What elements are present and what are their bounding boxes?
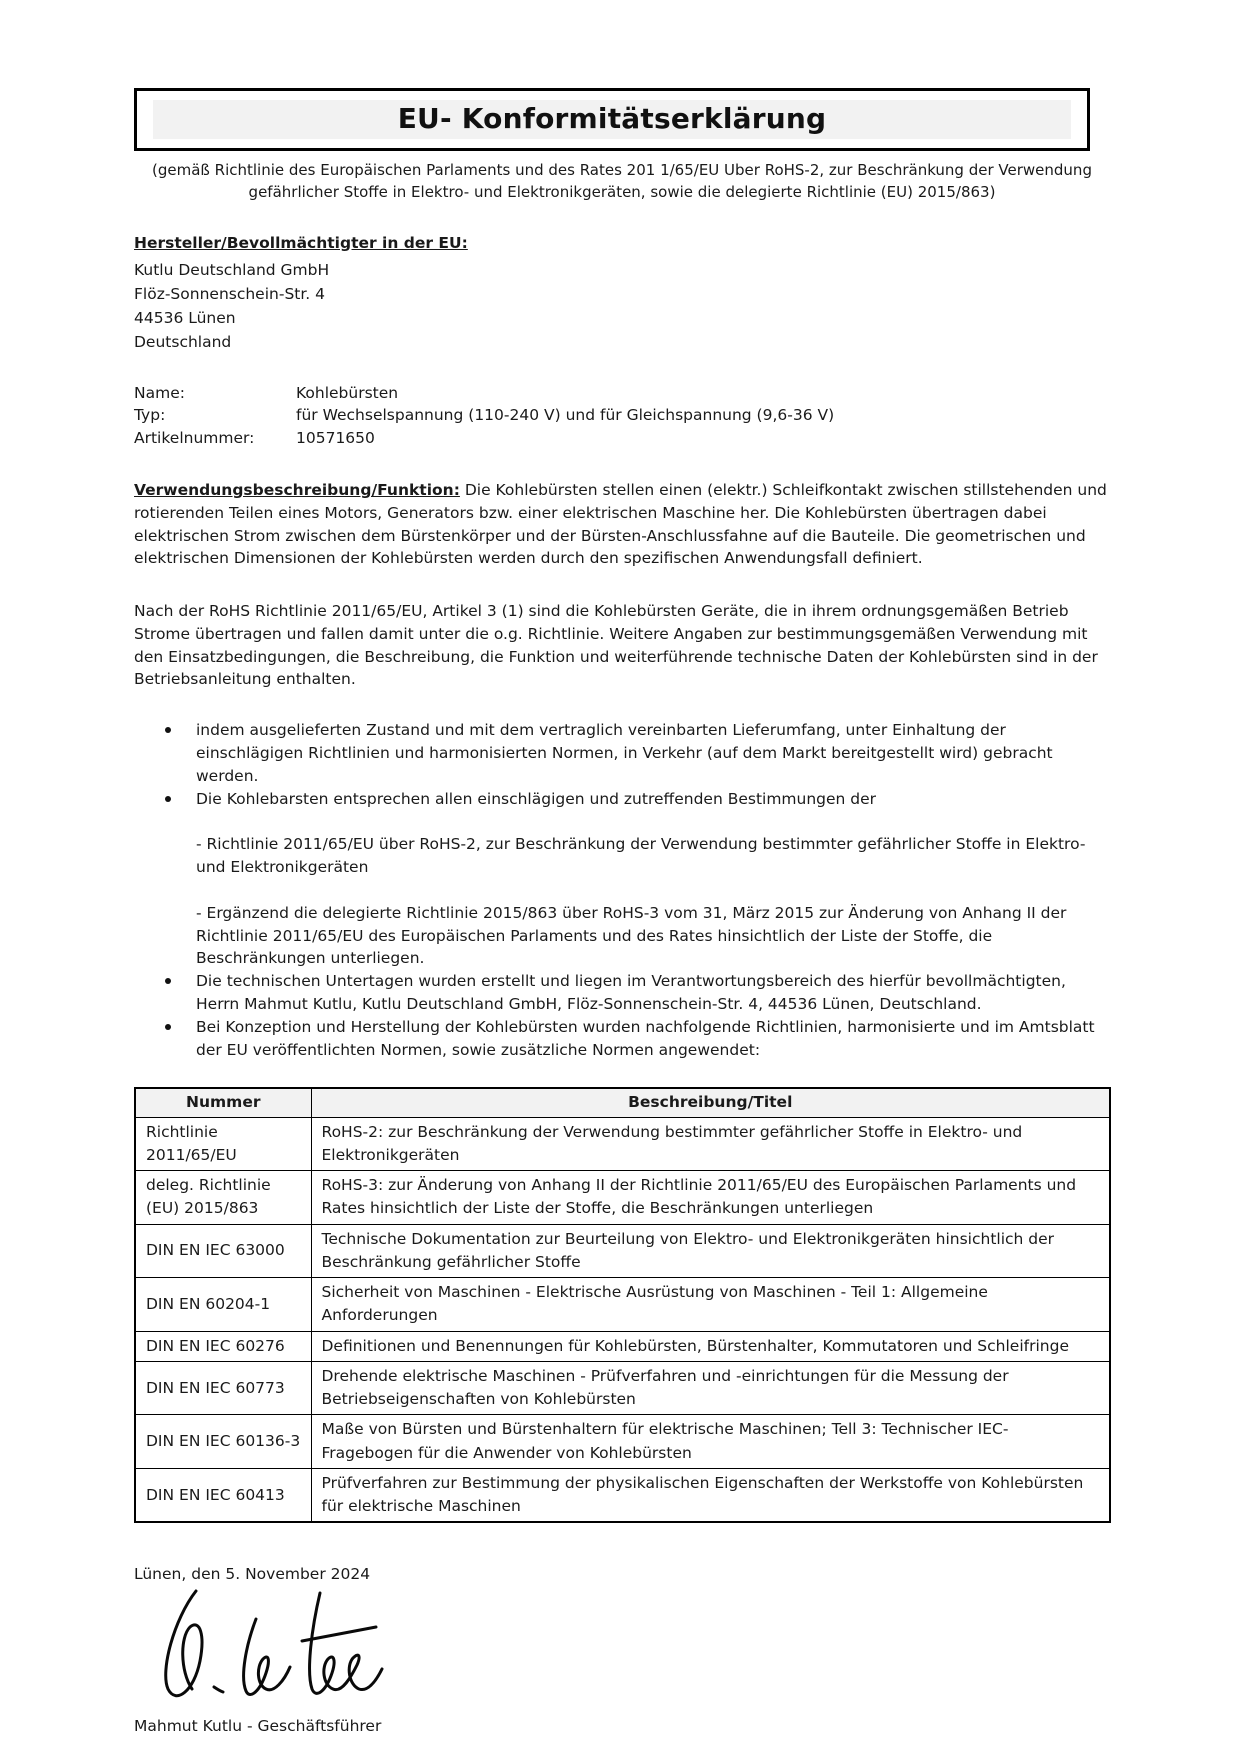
signature-name-title: Mahmut Kutlu - Geschäftsführer xyxy=(134,1717,382,1736)
manufacturer-block xyxy=(134,234,1110,354)
bullet-delivery-condition xyxy=(134,719,1110,787)
handwritten-signature-image xyxy=(152,1585,482,1713)
usage-paragraph xyxy=(134,479,1110,570)
manufacturer-street: Flöz-Sonnenschein-Str. 4 xyxy=(134,284,326,303)
norm-number: DIN EN IEC 60136-3 xyxy=(135,1415,311,1469)
norm-number: DIN EN 60204-1 xyxy=(135,1278,311,1332)
norm-description: Maße von Bürsten und Bürstenhaltern für elektrische Maschinen; Tell 3: Technischer IEC-Fragebogen für die Anwender von Kohlebürsten xyxy=(311,1415,1110,1469)
norm-number: DIN EN IEC 60413 xyxy=(135,1468,311,1522)
norm-description: Sicherheit von Maschinen - Elektrische Ausrüstung von Maschinen - Teil 1: Allgemeine Anforderungen xyxy=(311,1278,1110,1332)
product-artikelnummer-label: Artikelnummer: xyxy=(134,428,255,447)
table-header-row xyxy=(135,1088,1110,1117)
bullet-technical-docs xyxy=(134,970,1110,1016)
norm-description: Technische Dokumentation zur Beurteilung von Elektro- und Elektronikgeräten hinsichtlich der Beschränkung gefährlicher Stoffe xyxy=(311,1224,1110,1278)
norm-description: Drehende elektrische Maschinen - Prüfverfahren und -einrichtungen für die Messung der Betriebseigenschaften von Kohlebürsten xyxy=(311,1361,1110,1415)
table-row xyxy=(135,1117,1110,1171)
norm-number: Richtlinie 2011/65/EU xyxy=(135,1117,311,1171)
table-row xyxy=(135,1331,1110,1361)
norm-number: DIN EN IEC 60773 xyxy=(135,1361,311,1415)
bullet-subitem-rohs3: - Ergänzend die delegierte Richtlinie 2015/863 über RoHS-3 vom 31, März 2015 zur Änderung von Anhang II der Richtlinie 2011/65/EU des Europäischen Parlaments und des Rates hinsichtlich der Liste der Stoffe, die Beschränkungen unterliegen. xyxy=(196,903,1067,968)
signature-place-date: Lünen, den 5. November 2024 xyxy=(134,1565,371,1584)
table-row xyxy=(135,1278,1110,1332)
norm-number: DIN EN IEC 60276 xyxy=(135,1331,311,1361)
bullet-applied-norms xyxy=(134,1016,1110,1062)
norm-description: RoHS-3: zur Änderung von Anhang II der Richtlinie 2011/65/EU des Europäischen Parlaments und Rates hinsichtlich der Liste der Stoffe, die Beschränkungen unterliegen xyxy=(311,1171,1110,1225)
norm-number: deleg. Richtlinie (EU) 2015/863 xyxy=(135,1171,311,1225)
table-row xyxy=(135,1171,1110,1225)
bullet-text: Die Kohlebarsten entsprechen allen einschlägigen und zutreffenden Bestimmungen der xyxy=(196,789,877,808)
page-title: EU- Konformitätserklärung xyxy=(397,102,827,135)
product-row-typ xyxy=(134,404,1110,426)
product-row-name xyxy=(134,382,1110,404)
table-header-nummer: Nummer xyxy=(135,1088,311,1117)
signature-block xyxy=(134,1565,1110,1735)
bullet-text: indem ausgelieferten Zustand und mit dem vertraglich vereinbarten Lieferumfang, unter Einhaltung der einschlägigen Richtlinien und harmonisierten Normen, in Verkehr (auf dem Markt bereitgestellt wird) gebracht werden. xyxy=(196,721,1053,785)
bullet-text: Bei Konzeption und Herstellung der Kohlebürsten wurden nachfolgende Richtlinien, harmonisierte und im Amtsblatt der EU veröffentlichten Normen, sowie zusätzliche Normen angewendet: xyxy=(196,1017,1095,1059)
declaration-bullet-list xyxy=(134,719,1110,1061)
manufacturer-city: 44536 Lünen xyxy=(134,308,236,327)
product-block xyxy=(134,382,1110,449)
norm-description: Definitionen und Benennungen für Kohlebürsten, Bürstenhalter, Kommutatoren und Schleifringe xyxy=(311,1331,1110,1361)
product-row-artikelnummer xyxy=(134,427,1110,449)
norms-table xyxy=(134,1087,1111,1523)
subtitle: (gemäß Richtlinie des Europäischen Parlaments und des Rates 201 1/65/EU Uber RoHS-2, zur Beschränkung der Verwendung gefährlicher Stoffe in Elektro- und Elektronikgeräten, sowie die delegierte Richtlinie (EU) 2015/863) xyxy=(152,161,1092,201)
usage-text: Die Kohlebürsten stellen einen (elektr.) Schleifkontakt zwischen stillstehenden und rotierenden Teilen eines Motors, Generators bzw. einer elektrischen Maschine her. Die Kohlebürsten übertragen dabei elektrischen Strom zwischen dem Bürstenkörper und der Bürsten-Anschlussfahne auf die Bauteile. Die geometrischen und elektrischen Dimensionen der Kohlebürsten werden durch den spezifischen Anwendungsfall definiert. xyxy=(134,480,1107,568)
product-typ-label: Typ: xyxy=(134,406,166,425)
table-row xyxy=(135,1415,1110,1469)
bullet-subitem-rohs2: - Richtlinie 2011/65/EU über RoHS-2, zur Beschränkung der Verwendung bestimmter gefährlicher Stoffe in Elektro- und Elektronikgeräten xyxy=(196,835,1086,877)
product-name-value: Kohlebürsten xyxy=(296,383,399,402)
table-row xyxy=(135,1361,1110,1415)
norm-description: RoHS-2: zur Beschränkung der Verwendung bestimmter gefährlicher Stoffe in Elektro- und Elektronikgeräten xyxy=(311,1117,1110,1171)
usage-heading: Verwendungsbeschreibung/Funktion: xyxy=(134,480,460,499)
title-strip xyxy=(153,100,1071,139)
table-header-beschreibung: Beschreibung/Titel xyxy=(311,1088,1110,1117)
rohs-paragraph: Nach der RoHS Richtlinie 2011/65/EU, Artikel 3 (1) sind die Kohlebürsten Geräte, die in ihrem ordnungsgemäßen Betrieb Strome übertragen und fallen damit unter die o.g. Richtlinie. Weitere Angaben zur bestimmungsgemäßen Verwendung mit den Einsatzbedingungen, die Beschreibung, die Funktion und weiterführende technische Daten der Kohlebürsten sind in der Betriebsanleitung enthalten. xyxy=(134,602,1098,689)
bullet-text: Die technischen Untertagen wurden erstellt und liegen im Verantwortungsbereich des hierfür bevollmächtigten, Herrn Mahmut Kutlu, Kutlu Deutschland GmbH, Flöz-Sonnenschein-Str. 4, 44536 Lünen, Deutschland. xyxy=(196,972,1066,1014)
product-typ-value: für Wechselspannung (110-240 V) und für Gleichspannung (9,6-36 V) xyxy=(296,406,835,425)
manufacturer-name: Kutlu Deutschland GmbH xyxy=(134,260,330,279)
manufacturer-country: Deutschland xyxy=(134,332,232,351)
norm-number: DIN EN IEC 63000 xyxy=(135,1224,311,1278)
table-row xyxy=(135,1468,1110,1522)
bullet-compliance xyxy=(134,788,1110,971)
product-name-label: Name: xyxy=(134,383,185,402)
title-box xyxy=(134,88,1090,151)
norm-description: Prüfverfahren zur Bestimmung der physikalischen Eigenschaften der Werkstoffe von Kohlebürsten für elektrische Maschinen xyxy=(311,1468,1110,1522)
product-artikelnummer-value: 10571650 xyxy=(296,428,375,447)
table-row xyxy=(135,1224,1110,1278)
manufacturer-heading: Hersteller/Bevollmächtigter in der EU: xyxy=(134,233,468,252)
